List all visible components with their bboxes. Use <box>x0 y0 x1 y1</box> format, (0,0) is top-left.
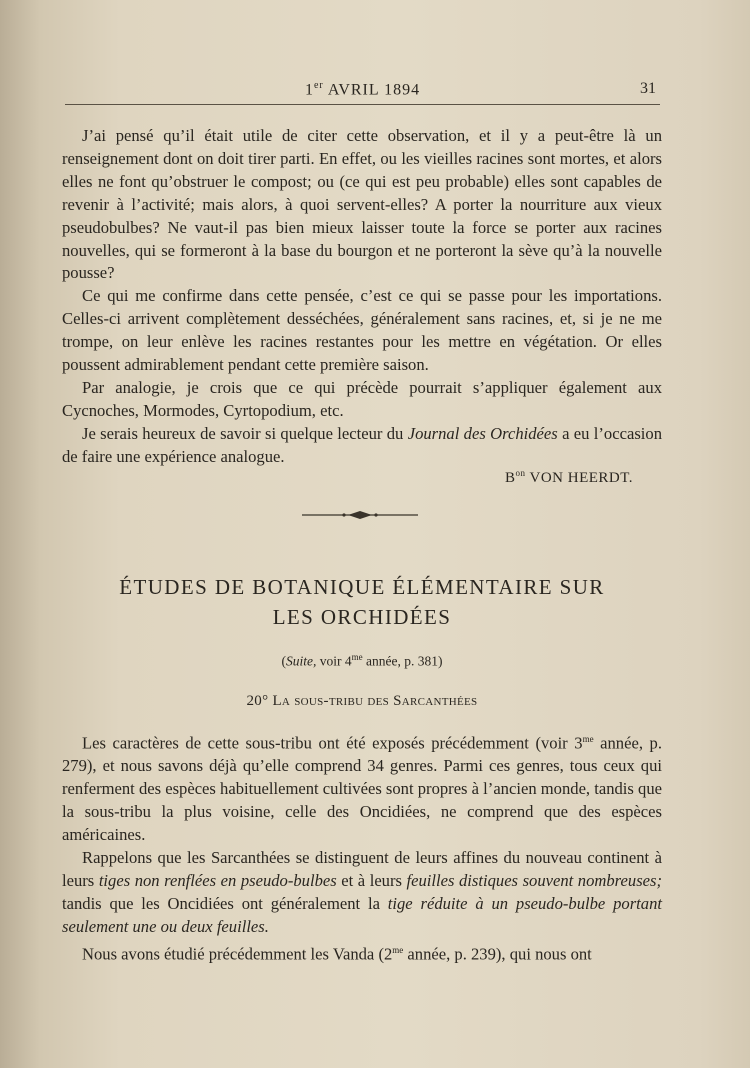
journal-title: Journal des Orchidées <box>407 423 558 443</box>
paragraph: Ce qui me confirme dans cette pensée, c’est ce qui se passe pour les importations. Celles-ci arrivent complètement desséchées, généralement sans racines, et, si je ne me trompe, on leur enlève les racines restantes pour les mettre en végétation. Or elles poussent admirablement pendant cette première saison. <box>62 286 662 375</box>
page-number: 31 <box>640 80 656 97</box>
section-ornament <box>300 508 420 522</box>
paragraph: Rappelons que les Sarcanthées se distinguent de leurs affines du nouveau continent à leurs tiges non renflées en pseudo-bulbes et à leurs feuilles distiques souvent nombreuses; tandis que les Oncidiées ont généralement la tige réduite à un pseudo-bulbe portant seulement une ou deux feuilles. <box>62 848 662 936</box>
paragraph: Nous avons étudié précédemment les Vanda ($2^{me}$ année, p. 239), qui nous ont <box>82 944 592 964</box>
article-title: ÉTUDES DE BOTANIQUE ÉLÉMENTAIRE SUR LES ORCHIDÉES <box>119 575 605 629</box>
section-subheading: 20° La sous-tribu des Sarcanthées <box>246 693 478 709</box>
paragraph: Par analogie, je crois que ce qui précède pourrait s’appliquer également aux Cycnoches, Mormodes, Cyrtopodium, etc. <box>62 377 662 420</box>
continuation-note: (Suite, voir $4^{me}$ année, p. 381) <box>281 652 443 669</box>
article-body-2 <box>62 728 662 966</box>
paragraph: Les caractères de cette sous-tribu ont été exposés précédemment (voir $3^{me}$ année, p. 279), et nous savons déjà qu’elle comprend 34 genres. Parmi ces genres, tous ceux qui renferment des espèces habituellement cultivées sont propres à l’ancien monde, tandis que la sous-tribu la plus voisine, celle des Oncidiées, ne comprend que des espèces américaines. <box>62 733 662 845</box>
header-date: 1er AVRIL 1894 <box>304 80 421 99</box>
paragraph: J’ai pensé qu’il était utile de citer cette observation, et il y a peut-être là un renseignement dont on doit tirer parti. En effet, ou les vieilles racines sont mortes, et alors elles ne font qu’obstruer le compost; ou (ce qui est peu probable) elles sont capables de revenir à l’activité; mais alors, à quoi servent-elles? A porter la nourriture aux vieux pseudobulbes? Ne vaut-il pas bien mieux laisser toute la force se porter aux racines nouvelles, qui se formeront à la base du bourgon et ne porteront la sève qu’à la nouvelle pousse? <box>62 126 662 283</box>
running-head <box>65 78 660 105</box>
paragraph: Je serais heureux de savoir si quelque lecteur du Journal des Orchidées a eu l’occasion de faire une expérience analogue. <box>62 423 662 466</box>
signature: $B^{on}$ VON HEERDT. <box>505 468 634 486</box>
article-body-1 <box>62 125 662 469</box>
